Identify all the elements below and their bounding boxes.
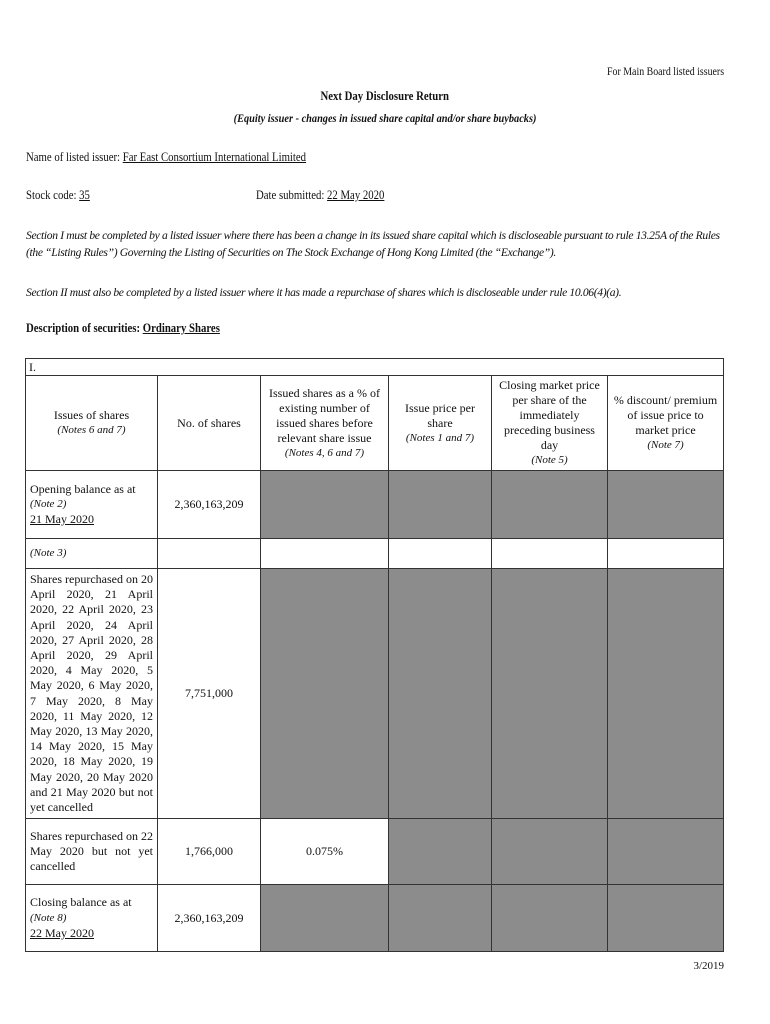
shaded-cell xyxy=(389,819,492,885)
shaded-cell xyxy=(608,471,724,539)
stock-code-label: Stock code: xyxy=(26,188,77,202)
closing-balance-shares: 2,360,163,209 xyxy=(158,885,261,952)
shaded-cell xyxy=(492,885,608,952)
page-subtitle: (Equity issuer - changes in issued share capital and/or share buybacks) xyxy=(233,111,537,125)
shaded-cell xyxy=(492,471,608,539)
shaded-cell xyxy=(492,819,608,885)
date-submitted-value: 22 May 2020 xyxy=(327,188,385,202)
header-issued-percent: Issued shares as a % of existing number of issued shares before relevant share issue (Notes 4, 6 and 7) xyxy=(261,376,389,471)
header-issue-price: Issue price per share (Notes 1 and 7) xyxy=(389,376,492,471)
page-title: Next Day Disclosure Return xyxy=(320,89,450,103)
shaded-cell xyxy=(261,471,389,539)
shaded-cell xyxy=(389,885,492,952)
repurchase-2-label: Shares repurchased on 22 May 2020 but not yet cancelled xyxy=(26,819,158,885)
shaded-cell xyxy=(492,569,608,819)
header-discount-premium: % discount/ premium of issue price to market price (Note 7) xyxy=(608,376,724,471)
opening-balance-label: Opening balance as at (Note 2) 21 May 2020 xyxy=(26,471,158,539)
section-two-instructions: Section II must also be completed by a listed issuer where it has made a repurchase of shares which is discloseable under rule 10.06(4)(a). xyxy=(26,286,622,299)
header-closing-price: Closing market price per share of the immediately preceding business day (Note 5) xyxy=(492,376,608,471)
repurchase-2-percent: 0.075% xyxy=(261,819,389,885)
issuer-name-label: Name of listed issuer: xyxy=(26,150,121,164)
shaded-cell xyxy=(261,885,389,952)
shaded-cell xyxy=(389,569,492,819)
note3-label: (Note 3) xyxy=(26,539,158,569)
description-value: Ordinary Shares xyxy=(142,321,220,335)
section-marker: I. xyxy=(26,359,724,376)
repurchase-1-shares: 7,751,000 xyxy=(158,569,261,819)
section-marker-row xyxy=(26,359,724,376)
shaded-cell xyxy=(608,885,724,952)
opening-balance-shares: 2,360,163,209 xyxy=(158,471,261,539)
main-board-note: For Main Board listed issuers xyxy=(606,66,724,78)
empty-cell xyxy=(261,539,389,569)
description-label: Description of securities: xyxy=(26,321,141,335)
section-one-instructions: Section I must be completed by a listed issuer where there has been a change in its issued share capital which is discloseable pursuant to rule 13.25A of the Rules (the “Listing Rules”) Governing the Listing of Securities on The Stock Exchange of Hong Kong Limited (the “Exchange”). xyxy=(26,229,720,259)
repurchase-row-1 xyxy=(26,569,724,819)
repurchase-row-2 xyxy=(26,819,724,885)
repurchase-2-shares: 1,766,000 xyxy=(158,819,261,885)
closing-balance-row xyxy=(26,885,724,952)
closing-balance-label: Closing balance as at (Note 8) 22 May 2020 xyxy=(26,885,158,952)
empty-cell xyxy=(158,539,261,569)
description-of-securities xyxy=(26,321,251,336)
stock-code-value: 35 xyxy=(79,188,90,202)
shaded-cell xyxy=(608,819,724,885)
date-submitted-label: Date submitted: xyxy=(256,188,325,202)
header-issues-of-shares: Issues of shares (Notes 6 and 7) xyxy=(26,376,158,471)
repurchase-1-label: Shares repurchased on 20 April 2020, 21 April 2020, 22 April 2020, 23 April 2020, 24 April 2020, 27 April 2020, 28 April 2020, 29 April 2020, 4 May 2020, 5 May 2020, 6 May 2020, 7 May 2020, 8 May 2020, 11 May 2020, 12 May 2020, 13 May 2020, 14 May 2020, 15 May 2020, 18 May 2020, 19 May 2020, 20 May 2020 and 21 May 2020 but not yet cancelled xyxy=(26,569,158,819)
empty-cell xyxy=(492,539,608,569)
form-version: 3/2019 xyxy=(693,960,724,972)
issuer-name-line xyxy=(26,150,352,165)
shaded-cell xyxy=(608,569,724,819)
table-header-row xyxy=(26,376,724,471)
stock-code-line xyxy=(26,188,100,203)
note3-row xyxy=(26,539,724,569)
header-no-of-shares: No. of shares xyxy=(158,376,261,471)
empty-cell xyxy=(389,539,492,569)
empty-cell xyxy=(608,539,724,569)
share-capital-table xyxy=(25,358,724,952)
opening-balance-row xyxy=(26,471,724,539)
date-submitted-line xyxy=(256,188,405,203)
shaded-cell xyxy=(389,471,492,539)
shaded-cell xyxy=(261,569,389,819)
issuer-name-value: Far East Consortium International Limited xyxy=(122,150,307,164)
